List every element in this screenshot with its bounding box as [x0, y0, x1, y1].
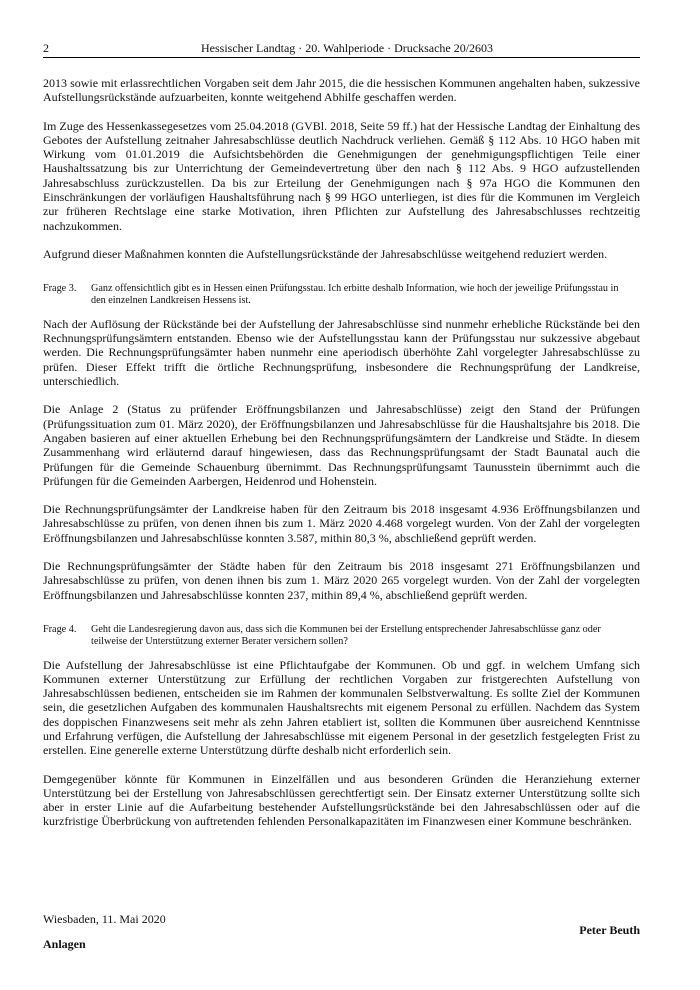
question-text: Geht die Landesregierung davon aus, dass sich die Kommunen bei der Erstellung entsprechender Jahresabschlüsse ganz oder teilweise der Unterstützung externer Berater versichern sollen?: [91, 623, 601, 647]
answer-paragraph: Die Anlage 2 (Status zu prüfender Eröffnungsbilanzen und Jahresabschlüsse) zeigt den Stand der Prüfungen (Prüfungssituation zum 01. März 2020), der Eröffnungsbilanzen und Jahresabschlüsse für die Haushaltsjahre bis 2018. Die Angaben basieren auf einer aktuellen Erhebung bei den Rechnungsprüfungsämtern der Landkreise und Städte. In diesem Zusammenhang wird erläuternd darauf hingewiesen, dass das Rechnungsprüfungsamt der Stadt Baunatal auch die Prüfungen für die Gemeinde Schauenburg übernimmt. Das Rechnungsprüfungsamt Taunusstein übernimmt auch die Prüfungen für die Gemeinden Aarbergen, Heidenrod und Hohenstein.: [43, 402, 640, 488]
question-label: Frage 3.: [43, 283, 77, 295]
place-date: Wiesbaden, 11. Mai 2020: [43, 912, 166, 926]
document-body: [43, 76, 640, 843]
signer-name: Peter Beuth: [579, 923, 640, 937]
running-title: Hessischer Landtag · 20. Wahlperiode · Drucksache 20/2603: [201, 41, 494, 55]
question-label: Frage 4.: [43, 623, 77, 635]
intro-paragraph: 2013 sowie mit erlassrechtlichen Vorgaben seit dem Jahr 2015, die die hessischen Kommunen angehalten haben, sukzessive Aufstellungsrückstände aufzuarbeiten, konnte weitgehend Abhilfe geschaffen werden.: [43, 76, 640, 105]
intro-paragraph: Aufgrund dieser Maßnahmen konnten die Aufstellungsrückstände der Jahresabschlüsse weitgehend reduziert werden.: [43, 246, 608, 261]
answer-paragraph: Die Aufstellung der Jahresabschlüsse ist eine Pflichtaufgabe der Kommunen. Ob und ggf. in welchem Umfang sich Kommunen externer Unterstützung zur Erfüllung der rechtlichen Vorgaben zur fristgerechten Aufstellung von Jahresabschlüssen bedienen, entscheiden sie im Rahmen der kommunalen Selbstverwaltung. Es sollte Ziel der Kommunen sein, die gesetzlichen Aufgaben des kommunalen Haushaltsrechts mit eigenem Personal zu erfüllen. Nachdem das System des doppischen Finanzwesens seit mehr als zehn Jahren etabliert ist, sollten die Kommunen über ausreichend Kenntnisse und Erfahrung verfügen, die Aufstellung der Jahresabschlüsse mit eigenem Personal in der gesetzlich festgelegten Frist zu erstellen. Eine generelle externe Unterstützung dürfte deshalb nicht erforderlich sein.: [43, 657, 640, 758]
answer-paragraph: Demgegenüber könnte für Kommunen in Einzelfällen und aus besonderen Gründen die Heranziehung externer Unterstützung bei der Erstellung von Jahresabschlüssen gerechtfertigt sein. Der Einsatz externer Unterstützung sollte sich aber in erster Linie auf die Aufarbeitung bestehender Aufstellungsrückstände bei den Jahresabschlüssen oder auf die kurzfristige Überbrückung von auftretenden fehlenden Personalkapazitäten im Finanzwesen einer Kommune beschränken.: [43, 771, 640, 829]
answer-paragraph: Die Rechnungsprüfungsämter der Städte haben für den Zeitraum bis 2018 insgesamt 271 Eröffnungsbilanzen und Jahresabschlüsse zu prüfen, von denen ihnen bis zum 1. März 2020 265 vorgelegt wurden. Von der Zahl der vorgelegten Eröffnungsbilanzen und Jahresabschlüsse konnten 237, mithin 89,4 %, abschließend geprüft werden.: [43, 559, 640, 602]
question-4: [43, 624, 640, 648]
intro-paragraph: Im Zuge des Hessenkassegesetzes vom 25.04.2018 (GVBl. 2018, Seite 59 ff.) hat der Hessische Landtag der Einhaltung des Gebotes der Aufstellung zeitnaher Jahresabschlüsse deutlich Nachdruck verliehen. Gemäß § 112 Abs. 10 HGO haben mit Wirkung vom 01.01.2019 die Aufsichtsbehörden die Genehmigungen der genehmigungspflichtigen Teile einer Haushaltssatzung bis zur Unterrichtung der Gemeindevertretung über den nach § 112 Abs. 9 HGO aufzustellenden Jahresabschluss zurückzustellen. Da bis zur Erteilung der Genehmigungen nach § 97a HGO die Kommunen den Einschränkungen der vorläufigen Haushaltsführung nach § 99 HGO unterliegen, ist dies für die Kommunen im Vergleich zur früheren Rechtslage eine starke Motivation, ihren Pflichten zur Aufstellung des Jahresabschlusses rechtzeitig nachzukommen.: [43, 118, 640, 233]
page-number: 2: [43, 41, 49, 55]
page-header: [43, 39, 640, 58]
closing-block: [43, 912, 640, 957]
answer-paragraph: Nach der Auflösung der Rückstände bei der Aufstellung der Jahresabschlüsse sind nunmehr erhebliche Rückstände bei den Rechnungsprüfungsämtern entstanden. Ebenso wie der Aufstellungsstau kann der Prüfungsstau nur sukzessive abgebaut werden. Die Rechnungsprüfungsämter haben nunmehr eine aperiodisch überhöhte Zahl vorgelegter Jahresabschlüsse zu prüfen. Dieser Effekt trifft die örtliche Rechnungsprüfung, insbesondere die Rechnungsprüfung der Landkreise, unterschiedlich.: [43, 316, 640, 389]
question-text: Ganz offensichtlich gibt es in Hessen einen Prüfungsstau. Ich erbitte deshalb Information, wie hoch der jeweilige Prüfungsstau in den einzelnen Landkreisen Hessens ist.: [91, 283, 619, 307]
question-3: [43, 283, 640, 307]
attachments-label: Anlagen: [43, 937, 86, 951]
answer-paragraph: Die Rechnungsprüfungsämter der Landkreise haben für den Zeitraum bis 2018 insgesamt 4.936 Eröffnungsbilanzen und Jahresabschlüsse zu prüfen, von denen ihnen bis zum 1. März 2020 4.468 vorgelegt wurden. Von der Zahl der vorgelegten Eröffnungsbilanzen und Jahresabschlüsse konnten 3.587, mithin 80,3 %, abschließend geprüft werden.: [43, 502, 640, 545]
